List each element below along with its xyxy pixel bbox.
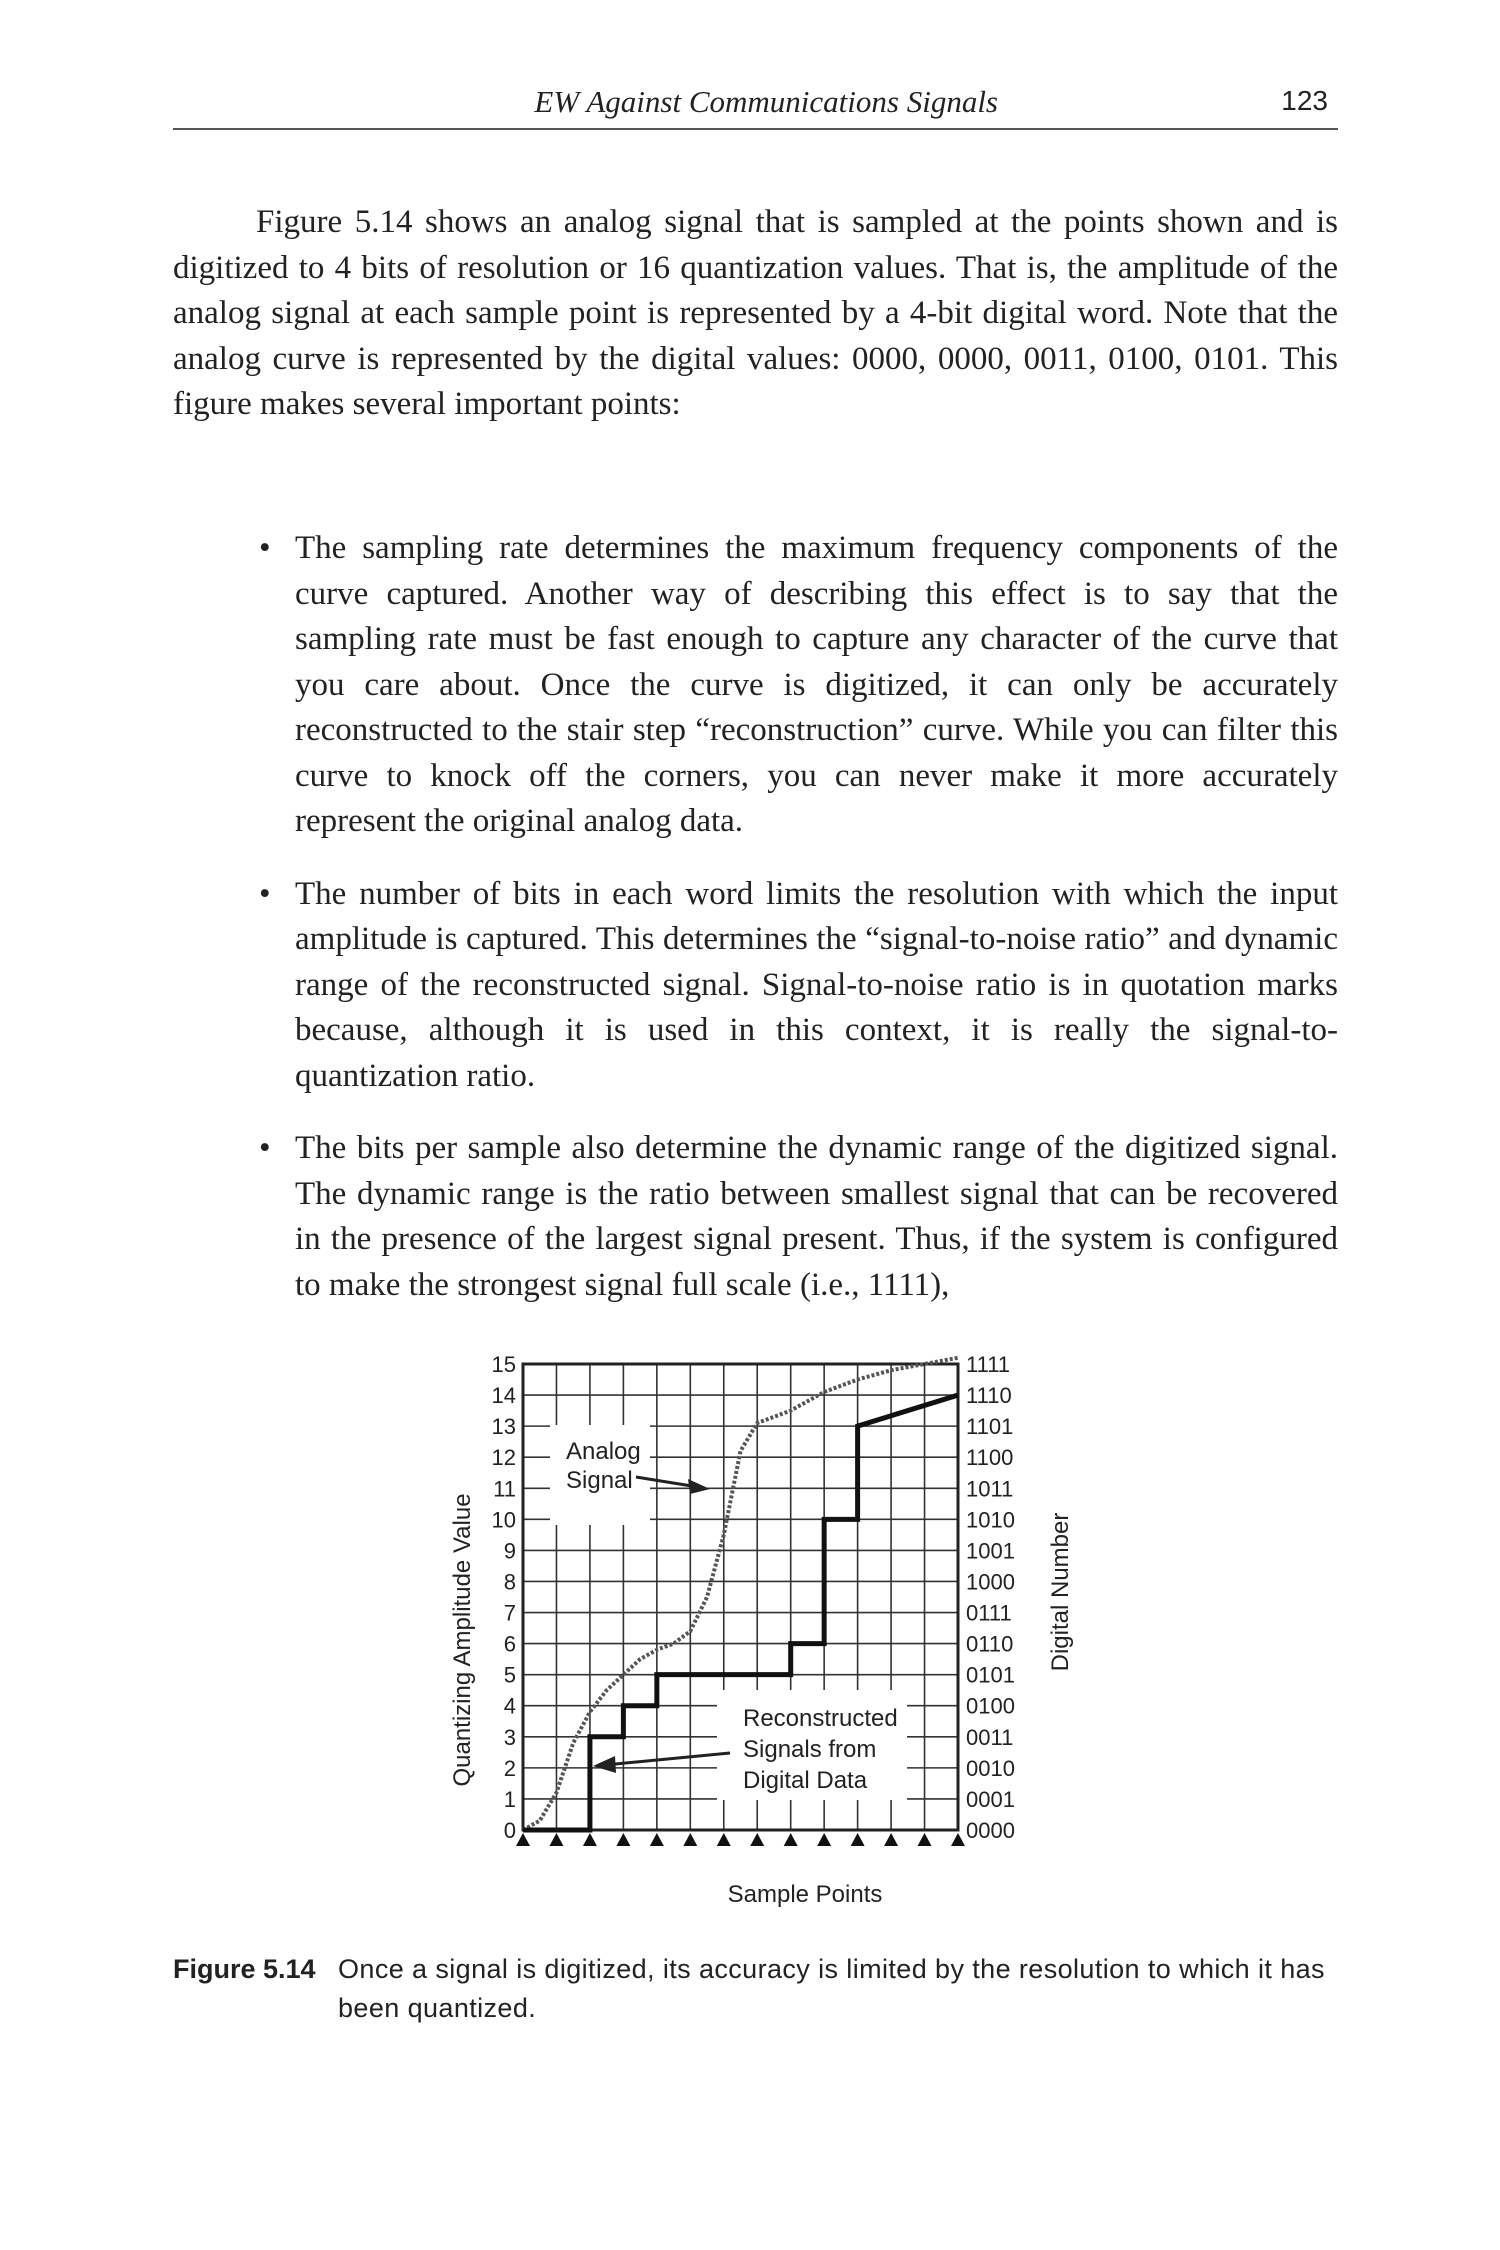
sample-marker-5 <box>683 1833 697 1846</box>
sample-marker-7 <box>750 1833 764 1846</box>
caption-text: Once a signal is digitized, its accuracy is limited by the resolution to which it has been quantized. <box>338 1954 1325 2023</box>
sample-marker-6 <box>717 1833 731 1846</box>
y2-tick-label-0000: 0000 <box>966 1818 1015 1843</box>
bullet-marker: • <box>259 875 271 912</box>
y2-tick-label-1000: 1000 <box>966 1569 1015 1595</box>
bullet-item-number-of-bits <box>173 872 1338 1100</box>
y2-tick-label-0110: 0110 <box>966 1631 1014 1657</box>
sample-marker-2 <box>583 1833 597 1846</box>
bullet-item-sampling-rate <box>173 526 1338 845</box>
page-number: 123 <box>1281 85 1328 116</box>
running-head <box>173 80 1338 130</box>
running-title: EW Against Communications Signals <box>534 84 998 119</box>
sample-marker-3 <box>616 1833 630 1846</box>
bullet-text: The number of bits in each word limits the resolution with which the input amplitude is captured. This determines the “signal-to-noise ratio” and dynamic range of the reconstructed signal. Signal-to-noise ratio is in quotation marks because, although it is used in this context, it is really the signal-to-quantization ratio. <box>295 875 1338 1094</box>
sample-marker-8 <box>784 1833 798 1846</box>
caption-label: Figure 5.14 <box>173 1954 316 1984</box>
y-tick-label-3: 3 <box>503 1724 516 1750</box>
y-tick-label-0: 0 <box>503 1818 516 1843</box>
sample-marker-0 <box>516 1833 530 1846</box>
y-tick-label-4: 4 <box>503 1693 516 1719</box>
reconstructed-arrow-head <box>593 1756 616 1773</box>
y-tick-label-9: 9 <box>503 1538 516 1564</box>
figure-5-14 <box>440 1350 1100 1910</box>
y2-tick-label-0100: 0100 <box>966 1693 1015 1719</box>
y-tick-label-15: 15 <box>491 1352 516 1377</box>
sample-marker-10 <box>851 1833 865 1846</box>
y-tick-label-7: 7 <box>503 1600 516 1626</box>
analog-arrow-head <box>688 1479 710 1494</box>
sample-marker-13 <box>951 1833 965 1846</box>
bullet-text: The bits per sample also determine the dynamic range of the digitized signal. The dynamic range is the ratio between smallest signal that can be recovered in the presence of the largest signal present. Thus, if the system is configured to make the strongest signal full scale (i.e., 1111), <box>295 1130 1338 1303</box>
bullet-marker: • <box>259 1130 271 1166</box>
reconstructed-label-line-2: Signals from <box>743 1736 877 1763</box>
y-tick-label-13: 13 <box>491 1414 516 1440</box>
y-axis-label: Quantizing Amplitude Value <box>449 1493 476 1787</box>
y2-tick-label-1010: 1010 <box>966 1507 1015 1533</box>
bullet-list <box>173 526 1338 1335</box>
y2-tick-label-1111: 1111 <box>966 1352 1011 1377</box>
sample-point-markers <box>516 1833 965 1846</box>
reconstructed-label-line-3: Digital Data <box>743 1767 868 1794</box>
x-axis-label: Sample Points <box>727 1881 883 1908</box>
y-tick-label-6: 6 <box>503 1631 516 1657</box>
reconstructed-pointer-arrow <box>593 1753 730 1773</box>
right-axis-label: Digital Number <box>1047 1512 1074 1672</box>
y2-tick-label-0001: 0001 <box>966 1786 1015 1812</box>
y-tick-label-5: 5 <box>503 1662 516 1688</box>
y-tick-label-2: 2 <box>503 1755 516 1781</box>
intro-paragraph: Figure 5.14 shows an analog signal that is sampled at the points shown and is digitized to 4 bits of resolution or 16 quantization values. That is, the amplitude of the analog signal at each sample point is represented by a 4-bit digital word. Note that the analog curve is represented by the digital values: 0000, 0000, 0011, 0100, 0101. This figure makes several important points: <box>173 204 1338 422</box>
y2-tick-label-1101: 1101 <box>966 1414 1014 1440</box>
sample-marker-11 <box>884 1833 898 1846</box>
sample-marker-9 <box>817 1833 831 1846</box>
y2-tick-label-1100: 1100 <box>966 1445 1014 1471</box>
reconstructed-label-line-1: Reconstructed <box>743 1705 898 1732</box>
y-tick-label-12: 12 <box>491 1445 516 1471</box>
quantization-chart <box>440 1350 1100 1910</box>
y-tick-label-8: 8 <box>503 1569 516 1595</box>
bullet-marker: • <box>259 530 271 566</box>
y-tick-label-14: 14 <box>491 1383 516 1409</box>
y2-tick-label-0011: 0011 <box>966 1724 1014 1750</box>
analog-label-line-2: Signal <box>566 1467 633 1494</box>
y2-tick-label-1110: 1110 <box>966 1383 1012 1409</box>
y2-tick-label-1001: 1001 <box>966 1538 1015 1564</box>
y2-tick-label-0111: 0111 <box>966 1600 1012 1626</box>
bullet-item-bits-per-sample <box>173 1126 1338 1308</box>
bullet-text: The sampling rate determines the maximum frequency components of the curve captured. Another way of describing this effect is to say that the sampling rate must be fast enough to capture any character of the curve that you care about. Once the curve is digitized, it can only be accurately reconstructed to the stair step “reconstruction” curve. While you can filter this curve to knock off the corners, you can never make it more accurately represent the original analog data. <box>295 530 1338 839</box>
y-tick-label-11: 11 <box>493 1476 516 1502</box>
y-tick-label-10: 10 <box>491 1507 516 1533</box>
sample-marker-1 <box>549 1833 563 1846</box>
sample-marker-4 <box>650 1833 664 1846</box>
sample-marker-12 <box>918 1833 932 1846</box>
analog-label-line-1: Analog <box>566 1438 641 1465</box>
y2-tick-label-1011: 1011 <box>966 1476 1014 1502</box>
y2-tick-label-0101: 0101 <box>966 1662 1015 1688</box>
y2-tick-label-0010: 0010 <box>966 1755 1015 1781</box>
y-tick-label-1: 1 <box>503 1786 516 1812</box>
